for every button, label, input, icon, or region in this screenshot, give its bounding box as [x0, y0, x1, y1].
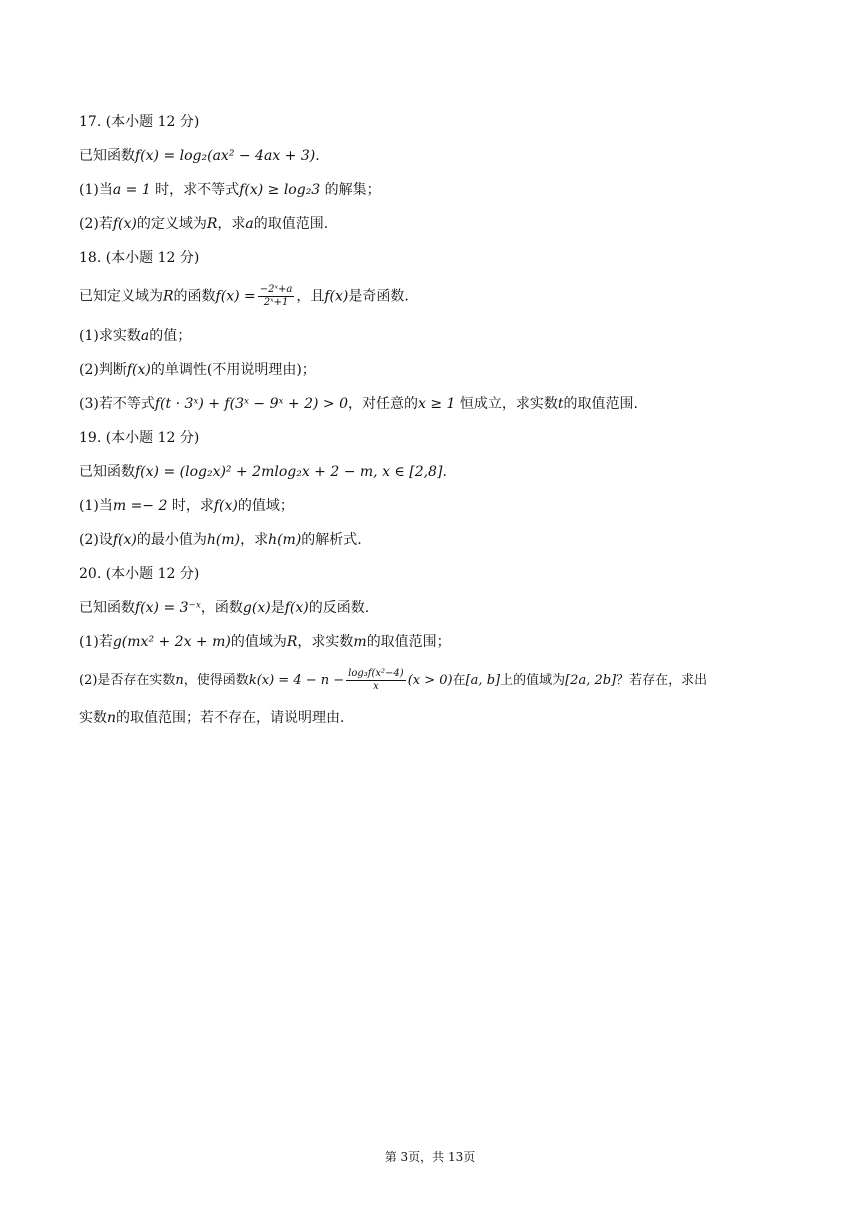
q20-stem-expr-b: g(x) [242, 600, 271, 616]
q18-part1 [79, 326, 191, 346]
q18-stem-text-b: 的函数 [173, 288, 216, 305]
q19-p2-text-d: 的解析式. [301, 532, 362, 548]
q18-p1-text-b: 的值； [149, 328, 192, 344]
q18-stem-text-c: ，且 [296, 288, 325, 305]
q19-stem [79, 462, 447, 482]
q17-stem-text: 已知函数 [79, 148, 135, 164]
q20-p1-expr-a: g(mx² + 2x + m) [112, 634, 231, 650]
q19-part1 [79, 496, 294, 516]
q19-p1-text-a: (1)当 [79, 498, 113, 514]
q19-p2-text-b: 的最小值为 [136, 532, 207, 548]
q20-p2-expr-c: (x > 0) [407, 673, 453, 688]
q20-header-text: 20. (本小题 12 分) [79, 566, 200, 582]
q18-fraction [258, 284, 295, 309]
q17-part1 [79, 180, 381, 200]
q17-p1-text-a: (1)当 [79, 182, 113, 198]
q20-stem [79, 598, 369, 618]
q18-p2-text-b: 的单调性(不用说明理由)； [150, 362, 316, 378]
q20-p1-expr-c: m [353, 634, 367, 650]
q17-part2 [79, 214, 328, 234]
q19-p2-expr-c: h(m) [268, 532, 302, 548]
q18-p3-expr-a: f(t · 3ˣ) + f(3ˣ − 9ˣ + 2) > 0 [154, 396, 348, 412]
q18-p3-text-d: 的取值范围. [563, 396, 638, 412]
q19-p1-expr-a: m =− 2 [112, 498, 168, 514]
q19-p2-expr-a: f(x) [112, 532, 137, 548]
q20-p1-expr-b: R [286, 634, 298, 650]
q19-p1-expr-b: f(x) [213, 498, 238, 514]
q17-p1-text-c: 的解集； [320, 182, 381, 198]
q17-p2-text-d: 的取值范围. [253, 216, 329, 232]
q20-p2-text-a: (2)是否存在实数 [79, 673, 176, 688]
q20-stem-text-b: ，函数 [200, 600, 243, 616]
q18-header-text: 18. (本小题 12 分) [79, 250, 200, 266]
q20-stem-text-c: 是 [270, 600, 285, 616]
q20-header [79, 564, 199, 584]
q19-p2-expr-b: h(m) [206, 532, 241, 548]
q20-p2-line2-expr-a: n [107, 710, 117, 726]
q20-p1-text-d: 的取值范围； [366, 634, 451, 650]
q19-p2-text-a: (2)设 [79, 532, 113, 548]
q20-frac-denominator: x [373, 681, 379, 692]
q17-p2-text-a: (2)若 [79, 216, 113, 232]
q17-p2-text-c: ，求 [217, 216, 246, 232]
q19-p2-text-c: ，求 [240, 532, 269, 548]
page-footer: 第 3页，共 13页 [384, 1150, 476, 1164]
q19-part2 [79, 530, 362, 550]
q20-p2-line2-text-b: 的取值范围；若不存在，请说明理由. [116, 710, 345, 726]
q20-p2-text-d: 上的值域为 [500, 673, 566, 688]
q17-p1-expr-b: f(x) ≥ log₂3 [239, 182, 321, 198]
q18-p2-expr-a: f(x) [126, 362, 151, 378]
q18-frac-denominator: 2ˣ+1 [263, 297, 289, 308]
q17-p2-expr-b: R [206, 216, 218, 232]
q20-p2-line2-text-a: 实数 [79, 710, 107, 726]
q18-stem-expr-a: R [163, 288, 174, 305]
q19-header [79, 428, 199, 448]
q20-part2 [79, 668, 707, 693]
q20-part2-line2 [79, 708, 344, 728]
q18-frac-numerator: −2ˣ+a [259, 284, 293, 295]
q20-p2-text-b: ，使得函数 [183, 673, 249, 688]
q20-p2-expr-e: [2a, 2b] [565, 673, 617, 688]
q20-p1-text-c: ，求实数 [297, 634, 354, 650]
q20-stem-text-d: 的反函数. [308, 600, 370, 616]
q18-p3-expr-b: x ≥ 1 [418, 396, 456, 412]
q20-p2-expr-d: [a, b] [465, 673, 501, 688]
q20-fraction [346, 668, 406, 693]
q17-p2-expr-c: a [245, 216, 254, 232]
q19-stem-end: . [442, 464, 447, 480]
q18-header [79, 248, 199, 268]
q17-stem: 已知函数f(x) = log₂(ax² − 4ax + 3). [79, 148, 320, 164]
q20-p2-text-e: ？若存在，求出 [616, 673, 708, 688]
q20-frac-numerator: log₃f(x²−4) [348, 668, 404, 679]
q19-stem-expr: f(x) = (log₂x)² + 2mlog₂x + 2 − m, x ∈ [2,8] [135, 464, 443, 480]
q18-p3-text-c: 恒成立，求实数 [455, 396, 558, 412]
q20-stem-expr-c: f(x) [284, 600, 309, 616]
q17-p1-text-b: 时，求不等式 [150, 182, 240, 198]
q18-p1-expr-a: a [140, 328, 150, 344]
q18-stem [79, 284, 409, 309]
q18-p2-text-a: (2)判断 [79, 362, 127, 378]
q20-p1-text-a: (1)若 [79, 634, 113, 650]
q18-p3-expr-c: t [557, 396, 564, 412]
q20-p2-expr-a: n [175, 673, 184, 688]
q20-stem-expr-a: f(x) = 3⁻ˣ [135, 600, 201, 616]
q20-p1-text-b: 的值域为 [230, 634, 287, 650]
q17-p2-text-b: 的定义域为 [136, 216, 207, 232]
q18-p3-text-a: (3)若不等式 [79, 396, 155, 412]
q19-p1-text-b: 时，求 [167, 498, 214, 514]
q17-header [79, 112, 199, 132]
q17-p2-expr-a: f(x) [112, 216, 137, 232]
q18-part2 [79, 360, 316, 380]
q18-stem-expr-c: f(x) [324, 288, 349, 305]
q19-stem-text: 已知函数 [79, 464, 135, 480]
q20-p2-text-c: 在 [452, 673, 466, 688]
q19-header-text: 19. (本小题 12 分) [79, 430, 200, 446]
q20-stem-text-a: 已知函数 [79, 600, 135, 616]
q18-p3-text-b: ，对任意的 [348, 396, 418, 412]
q17-p1-expr-a: a = 1 [112, 182, 151, 198]
q17-stem-expr: f(x) = log₂(ax² − 4ax + 3) [135, 148, 316, 164]
q18-stem-text-d: 是奇函数. [348, 288, 409, 305]
q19-p1-text-c: 的值域； [237, 498, 294, 514]
q20-p2-expr-b: k(x) = 4 − n − [248, 673, 345, 688]
q20-part1 [79, 632, 451, 652]
q18-stem-expr-b: f(x) = [215, 288, 256, 305]
q18-stem-text-a: 已知定义域为 [79, 288, 163, 305]
q18-p1-text-a: (1)求实数 [79, 328, 141, 344]
q18-part3 [79, 394, 638, 414]
q17-header-text: 17. (本小题 12 分) [79, 114, 200, 130]
